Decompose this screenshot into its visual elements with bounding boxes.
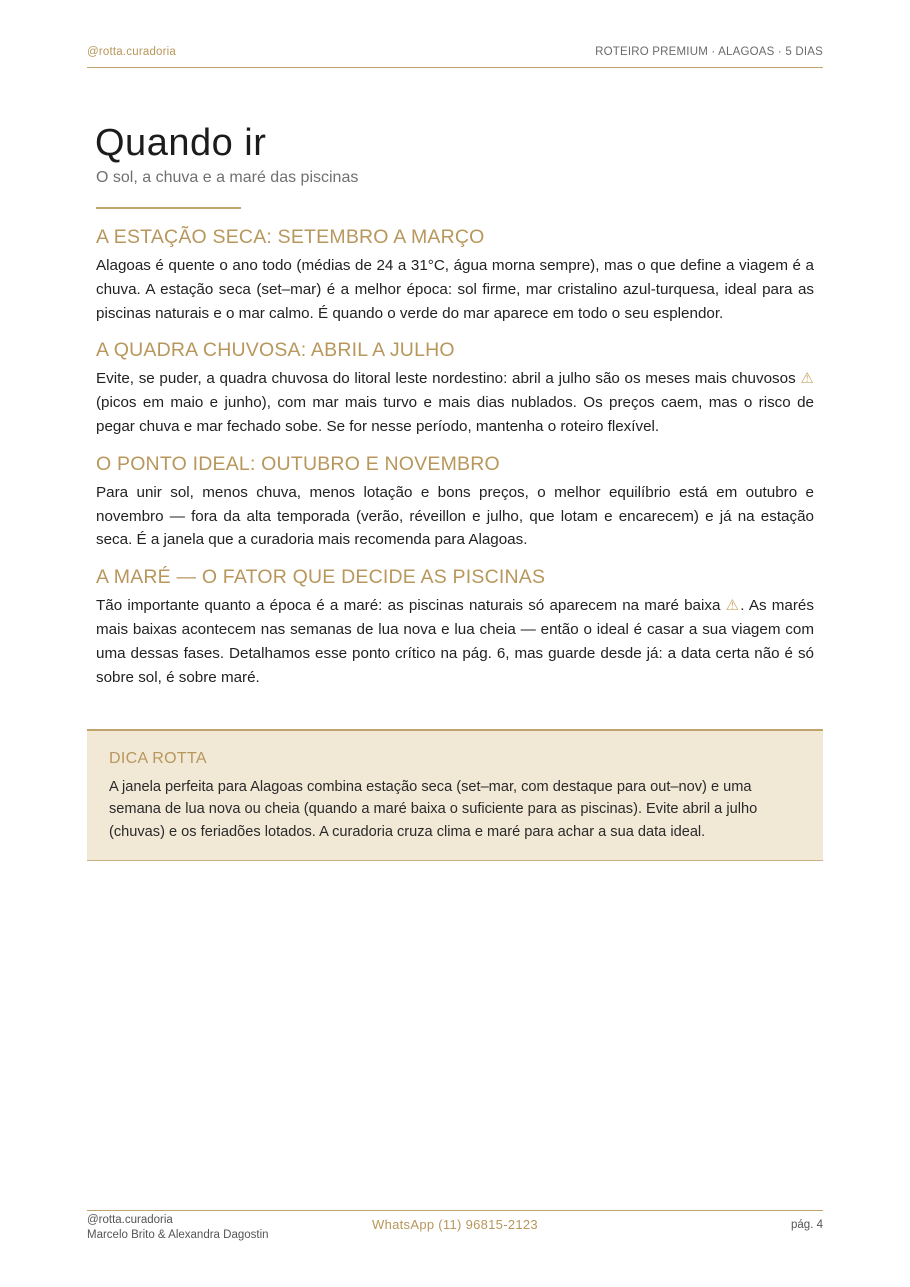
paragraph-text: (picos em maio e junho), com mar mais turvo e mais dias nublados. Os preços caem, mas o risco de pegar chuva e mar fechado sobe. Se for nesse período, mantenha o roteiro flexível. [96, 394, 814, 435]
section-ideal-window [96, 453, 814, 552]
page-number: pág. 4 [791, 1219, 823, 1231]
main-content [96, 226, 814, 703]
title-divider [96, 207, 241, 209]
page-header [87, 46, 823, 68]
header-brand: @rotta.curadoria [87, 46, 177, 58]
section-dry-season [96, 226, 814, 325]
section-heading: A MARÉ — O FATOR QUE DECIDE AS PISCINAS [96, 566, 546, 589]
tip-box [87, 729, 823, 861]
section-tide [96, 566, 814, 689]
paragraph-text: Alagoas é quente o ano todo (médias de 24 a 31°C, água morna sempre), mas o que define a viagem é a chuva. A estação seca (set–mar) é a melhor época: sol firme, mar cristalino azul-turquesa, ideal para as piscinas naturais e o mar calmo. É quando o verde do mar aparece em todo o seu esplendor. [96, 257, 814, 322]
section-rainy-season [96, 339, 814, 438]
warning-icon: ⚠ [800, 370, 814, 388]
section-paragraph [96, 254, 814, 325]
footer-handle: @rotta.curadoria [87, 1214, 173, 1226]
footer-authors: Marcelo Brito & Alexandra Dagostin [87, 1228, 269, 1241]
page-subtitle: O sol, a chuva e a maré das piscinas [96, 169, 359, 186]
page-title: Quando ir [95, 122, 267, 164]
section-paragraph [96, 594, 814, 689]
paragraph-text: Para unir sol, menos chuva, menos lotação e bons preços, o melhor equilíbrio está em outubro e novembro — fora da alta temporada (verão, réveillon e julho, que lotam e encarecem) e já na estação seca. É a janela que a curadoria mais recomenda para Alagoas. [96, 483, 814, 549]
tip-title: DICA ROTTA [109, 750, 207, 767]
section-heading: A ESTAÇÃO SECA: SETEMBRO A MARÇO [96, 226, 485, 248]
tip-text: A janela perfeita para Alagoas combina estação seca (set–mar, com destaque para out–nov) e uma semana de lua nova ou cheia (quando a maré baixa o suficiente para as piscinas). Evite abril a julho (chuvas) e os feriadões lotados. A curadoria cruza clima e maré para achar a sua data ideal. [109, 779, 758, 840]
section-paragraph [96, 481, 814, 552]
footer-whatsapp: WhatsApp (11) 96815-2123 [372, 1217, 538, 1232]
section-heading: A QUADRA CHUVOSA: ABRIL A JULHO [96, 339, 455, 362]
page-footer [87, 1210, 823, 1251]
section-heading: O PONTO IDEAL: OUTUBRO E NOVEMBRO [96, 452, 500, 475]
paragraph-text: Tão importante quanto a época é a maré: as piscinas naturais só aparecem na maré baixa [96, 597, 726, 615]
warning-icon: ⚠ [725, 597, 741, 615]
section-paragraph [96, 367, 814, 438]
paragraph-text: Evite, se puder, a quadra chuvosa do litoral leste nordestino: abril a julho são os meses mais chuvosos [96, 370, 801, 388]
paragraph-text: . As marés mais baixas acontecem nas semanas de lua nova e lua cheia — então o ideal é casar a sua viagem com uma dessas fases. Detalhamos esse ponto crítico na pág. 6, mas guarde desde já: a data certa não é só sobre sol, é sobre maré. [96, 597, 814, 686]
header-meta: ROTEIRO PREMIUM · ALAGOAS · 5 DIAS [595, 46, 823, 58]
